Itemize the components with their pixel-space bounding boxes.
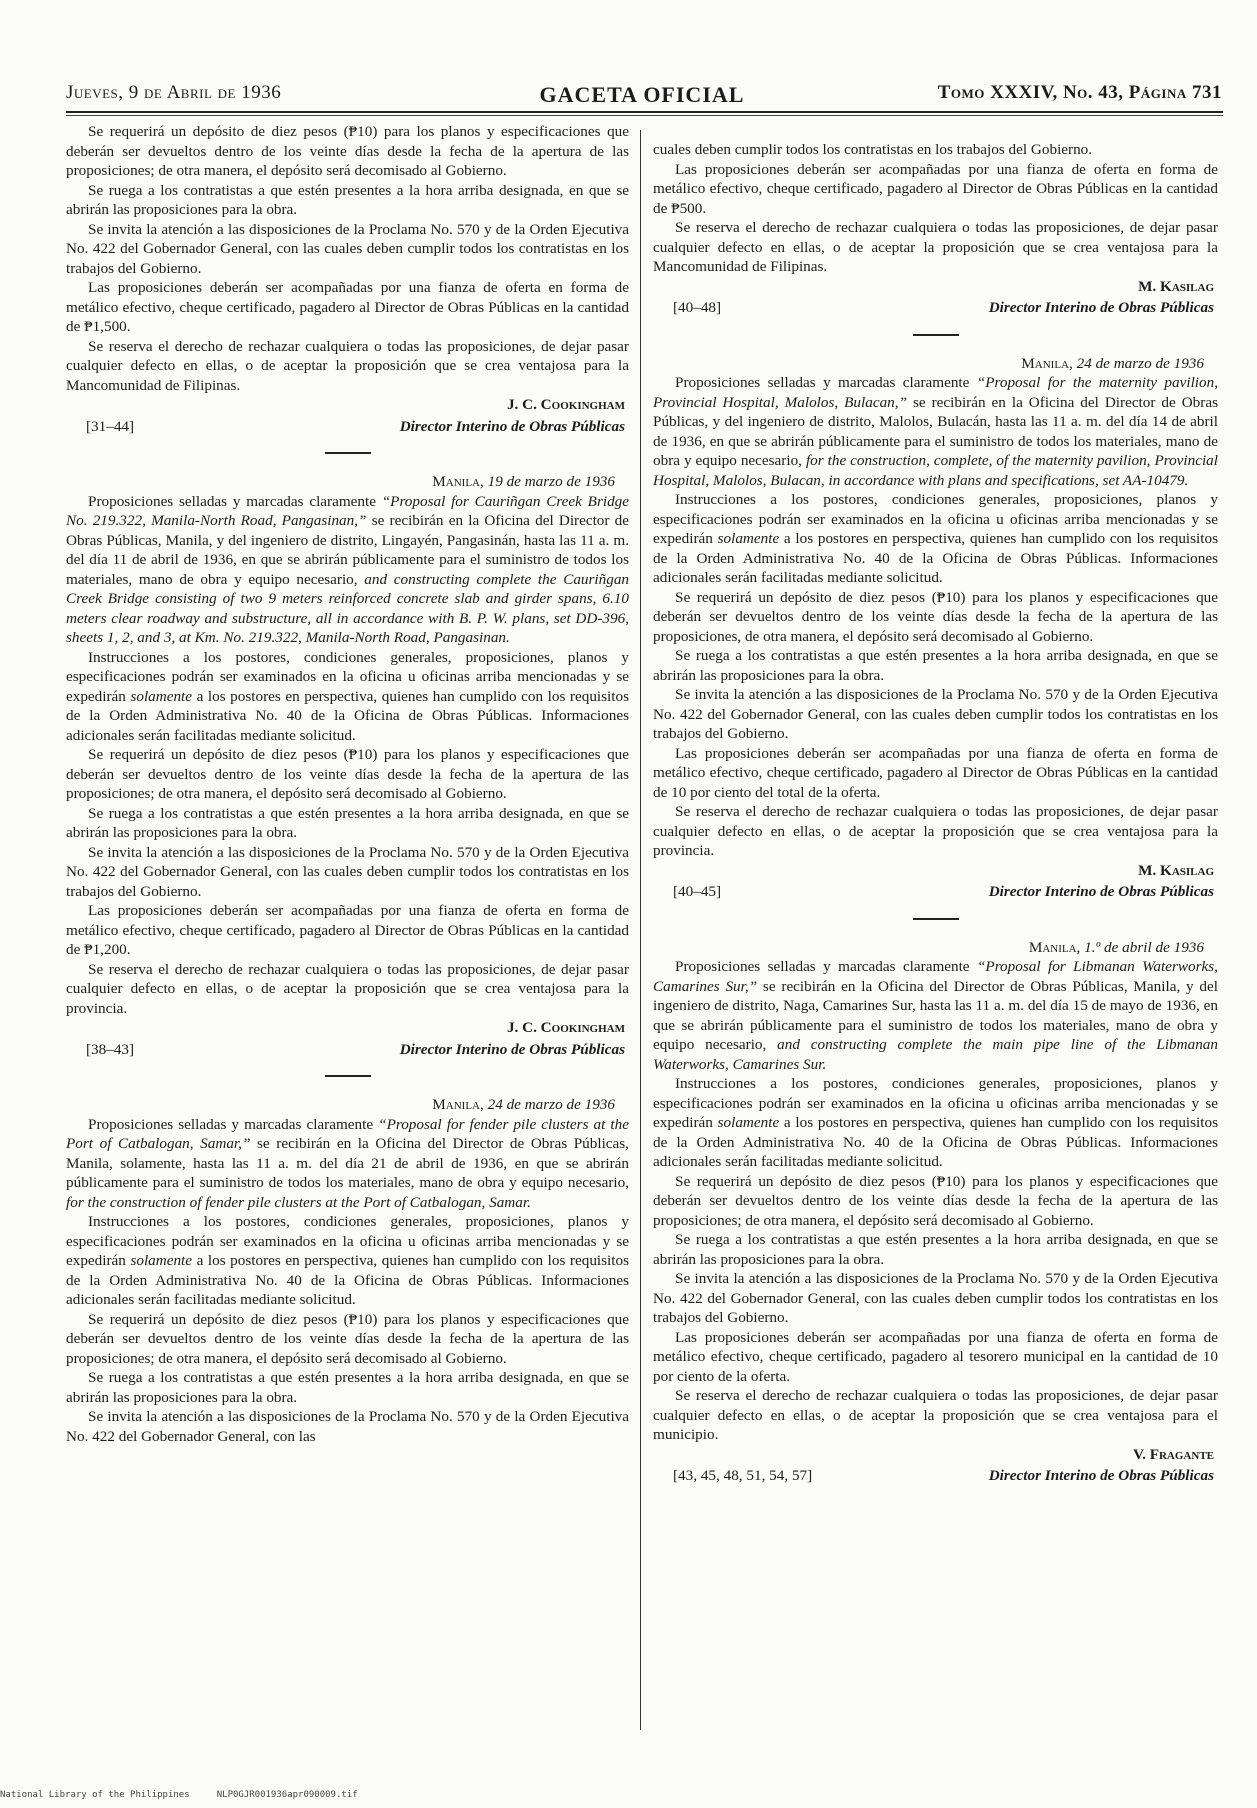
notice-dateline: Manila, 24 de marzo de 1936 — [1021, 354, 1204, 372]
notice-dateline: Manila, 19 de marzo de 1936 — [432, 473, 615, 490]
paragraph: Se reserva el derecho de rechazar cualquiera o todas las proposiciones, de dejar pasar cualquier defecto en ellas, o de aceptar la proposición que se crea ventajosa para la Mancomunidad de Filipinas. — [66, 337, 629, 394]
signature-line — [66, 417, 629, 437]
signatory-title: Director Interino de Obras Públicas — [988, 299, 1214, 316]
separator — [913, 918, 959, 920]
signatory-title: Director Interino de Obras Públicas — [988, 1467, 1214, 1484]
paragraph: Las proposiciones deberán ser acompañadas por una fianza de oferta en forma de metálico efectivo, cheque certificado, pagadero al Director de Obras Públicas en la cantidad de 10 por ciento del total de la oferta. — [653, 744, 1218, 801]
signatory-title: Director Interino de Obras Públicas — [399, 417, 625, 435]
paragraph: Las proposiciones deberán ser acompañadas por una fianza de oferta en forma de metálico efectivo, cheque certificado, pagadero al Director de Obras Públicas en la cantidad de ₱1,500. — [66, 279, 629, 335]
right-column — [653, 140, 1218, 1486]
notice-intro: Proposiciones selladas y marcadas claramente “Proposal for Cauriñgan Creek Bridge No. 219.322, Manila-North Road, Pangasinan,” se recibirán en la Oficina del Director de Obras Públicas, Manila, y del ingeniero de distrito, Lingayén, Pangasinán, hasta las 11 a. m. del día 11 de abril de 1936, en que se abrirán públicamente para el suministro de todos los materiales, mano de obra y equipo necesario, and constructing complete the Cauriñgan Creek Bridge consisting of two 9 meters reinforced concrete slab and girder spans, 6.10 meters clear roadway and substructure, all in accordance with B. P. W. plans, set DD-396, sheets 1, 2, and 3, at Km. No. 219.322, Manila-North Road, Pangasinan. — [66, 492, 630, 646]
paragraph: Instrucciones a los postores, condiciones generales, proposiciones, planos y especificaciones podrán ser examinados en la oficina u oficinas arriba mencionadas y se expedirán solamente a los postores en perspectiva, quienes han cumplido con los requisitos de la Orden Administrativa No. 40 de la Oficina de Obras Públicas. Informaciones adicionales serán facilitadas mediante solicitud. — [66, 1213, 629, 1308]
publication-title: GACETA OFICIAL — [539, 82, 745, 107]
volume-page: Tomo XXXIV, No. 43, Página 731 — [937, 82, 1222, 103]
paragraph: Se invita la atención a las disposiciones de la Proclama No. 570 y de la Orden Ejecutiva No. 422 del Gobernador General, con las cuales deben cumplir todos los contratistas en los trabajos del Gobierno. — [66, 843, 629, 900]
paragraph: Se requerirá un depósito de diez pesos (₱10) para los planos y especificaciones que deberán ser devueltos dentro de los veinte días desde la fecha de la apertura de las proposiciones; de otra manera, el depósito será decomisado al Gobierno. — [66, 746, 629, 802]
signature-line — [653, 1466, 1218, 1486]
notice-intro: Proposiciones selladas y marcadas claramente “Proposal for Libmanan Waterworks, Camarines Sur,” se recibirán en la Oficina del Director de Obras Públicas, Manila, y del ingeniero de distrito, Naga, Camarines Sur, hasta las 11 a. m. del día 15 de mayo de 1936, en que se abrirán públicamente para el suministro de todos los materiales, mano de obra y equipo necesario, and constructing complete the main pipe line of the Libmanan Waterworks, Camarines Sur. — [653, 958, 1218, 1073]
paragraph: Se invita la atención a las disposiciones de la Proclama No. 570 y de la Orden Ejecutiva No. 422 del Gobernador General, con las cuales deben cumplir todos los contratistas en los trabajos del Gobierno. — [66, 220, 629, 277]
paragraph: Se requerirá un depósito de diez pesos (₱10) para los planos y especificaciones que deberán ser devueltos dentro de los veinte días desde la fecha de la apertura de las proposiciones; de otra manera, el depósito será decomisado al Gobierno. — [653, 1172, 1218, 1229]
paragraph: Se requerirá un depósito de diez pesos (₱10) para los planos y especificaciones que deberán ser devueltos dentro de los veinte días desde la fecha de la apertura de las proposiciones; de otra manera, el depósito será decomisado al Gobierno. — [66, 123, 629, 179]
notice-code: [40–45] — [673, 883, 722, 900]
separator — [325, 1075, 371, 1077]
paragraph: Se reserva el derecho de rechazar cualquiera o todas las proposiciones, de dejar pasar cualquier defecto en ellas, o de aceptar la proposición que se crea ventajosa para la provincia. — [66, 960, 629, 1017]
column-divider — [640, 130, 641, 1730]
scan-footer — [0, 1790, 358, 1800]
signature-line — [653, 298, 1218, 318]
notice-dateline: Manila, 24 de marzo de 1936 — [432, 1096, 615, 1113]
paragraph: Se requerirá un depósito de diez pesos (₱10) para los planos y especificaciones que deberán ser devueltos dentro de los veinte días desde la fecha de la apertura de las proposiciones, de otra manera, el depósito será decomisado al Gobierno. — [653, 588, 1218, 645]
paragraph: Se invita la atención a las disposiciones de la Proclama No. 570 y de la Orden Ejecutiva No. 422 del Gobernador General, con las — [66, 1408, 629, 1445]
footer-file: NLP0GJR001936apr090009.tif — [216, 1790, 358, 1800]
signatory-name: M. Kasilag — [1138, 861, 1214, 879]
signatory-name: J. C. Cookingham — [506, 1019, 625, 1036]
paragraph: Las proposiciones deberán ser acompañadas por una fianza de oferta en forma de metálico efectivo, cheque certificado, pagadero al Director de Obras Públicas en la cantidad de ₱1,200. — [66, 902, 629, 958]
separator — [913, 334, 959, 336]
signatory-title: Director Interino de Obras Públicas — [988, 883, 1214, 900]
signatory-name: J. C. Cookingham — [506, 396, 625, 413]
notice-intro: Proposiciones selladas y marcadas claramente “Proposal for fender pile clusters at the Port of Catbalogan, Samar,” se recibirán en la Oficina del Director de Obras Públicas, Manila, solamente, hasta las 11 a. m. del día 21 de abril de 1936, en que se abrirán públicamente para el suministro de todos los materiales, mano de obra y equipo necesario, for the construction of fender pile clusters at the Port of Catbalogan, Samar. — [66, 1115, 629, 1211]
paragraph: Se requerirá un depósito de diez pesos (₱10) para los planos y especificaciones que deberán ser devueltos dentro de los veinte días desde la fecha de la apertura de las proposiciones; de otra manera, el depósito será decomisado al Gobierno. — [66, 1310, 629, 1367]
header-rule-thin — [66, 115, 1223, 116]
left-column — [66, 122, 629, 1446]
page-header — [62, 82, 1222, 110]
paragraph: Instrucciones a los postores, condiciones generales, proposiciones, planos y especificaciones podrán ser examinados en la oficina u oficinas arriba mencionadas y se expedirán solamente a los postores en perspectiva, quienes han cumplido con los requisitos de la Orden Administrativa No. 40 de la Oficina de Obras Públicas. Informaciones adicionales serán facilitadas mediante solicitud. — [66, 648, 629, 744]
paragraph: Se ruega a los contratistas a que estén presentes a la hora arriba designada, en que se abrirán las proposiciones para la obra. — [653, 1231, 1218, 1268]
paragraph: Se reserva el derecho de rechazar cualquiera o todas las proposiciones, de dejar pasar cualquier defecto en ellas, o de aceptar la proposición que se crea ventajosa para la provincia. — [653, 803, 1218, 859]
paragraph: Se ruega a los contratistas a que estén presentes a la hora arriba designada, en que se abrirán las proposiciones para la obra. — [66, 181, 629, 218]
notice-code: [40–48] — [673, 299, 722, 316]
notice-code: [43, 45, 48, 51, 54, 57] — [673, 1467, 813, 1484]
paragraph: Se invita la atención a las disposiciones de la Proclama No. 570 y de la Orden Ejecutiva No. 422 del Gobernador General, con las cuales deben cumplir todos los contratistas en los trabajos del Gobierno. — [653, 686, 1218, 742]
signatory-title: Director Interino de Obras Públicas — [399, 1040, 625, 1058]
signature-line — [66, 1040, 629, 1060]
notice-dateline: Manila, 1.º de abril de 1936 — [1028, 938, 1204, 956]
paragraph: Se reserva el derecho de rechazar cualquiera o todas las proposiciones, de dejar pasar cualquier defecto en ellas, o de aceptar la proposición que se crea ventajosa para la Mancomunidad de Filipinas. — [653, 219, 1218, 275]
paragraph: Las proposiciones deberán ser acompañadas por una fianza de oferta en forma de metálico efectivo, cheque certificado, pagadero al Director de Obras Públicas en la cantidad de ₱500. — [653, 160, 1218, 217]
paragraph: Se ruega a los contratistas a que estén presentes a la hora arriba designada, en que se abrirán las proposiciones para la obra. — [66, 804, 629, 841]
paragraph: Se ruega a los contratistas a que estén presentes a la hora arriba designada, en que se abrirán las proposiciones para la obra. — [66, 1369, 629, 1406]
footer-source: National Library of the Philippines — [0, 1790, 190, 1800]
separator — [325, 452, 371, 454]
paragraph: Se invita la atención a las disposiciones de la Proclama No. 570 y de la Orden Ejecutiva No. 422 del Gobernador General, con las cuales deben cumplir todos los contratistas en los trabajos del Gobierno. — [653, 1270, 1218, 1326]
notice-intro: Proposiciones selladas y marcadas claramente “Proposal for the maternity pavilion, Provincial Hospital, Malolos, Bulacan,” se recibirán en la Oficina del Director de Obras Públicas, y del ingeniero de distrito, Malolos, Bulacán, hasta las 11 a. m. del día 14 de abril de 1936, en que se abrirán públicamente para el suministro de todos los materiales, mano de obra y equipo necesario, for the construction, complete, of the maternity pavilion, Provincial Hospital, Malolos, Bulacan, in accordance with plans and specifications, set AA-10479. — [653, 374, 1218, 489]
notice-code: [31–44] — [86, 417, 135, 435]
notice-code: [38–43] — [86, 1040, 135, 1058]
signature-line — [653, 882, 1218, 902]
signatory-name: M. Kasilag — [1138, 277, 1214, 295]
paragraph: Se ruega a los contratistas a que estén presentes a la hora arriba designada, en que se abrirán las proposiciones para la obra. — [653, 647, 1218, 684]
issue-date: Jueves, 9 de Abril de 1936 — [66, 82, 282, 103]
header-rule — [66, 111, 1223, 113]
signatory-name: V. Fragante — [1133, 1445, 1214, 1463]
paragraph: cuales deben cumplir todos los contratistas en los trabajos del Gobierno. — [653, 141, 1093, 158]
paragraph: Instrucciones a los postores, condiciones generales, proposiciones, planos y especificaciones podrán ser examinados en la oficina u oficinas arriba mencionadas y se expedirán solamente a los postores en perspectiva, quienes han cumplido con los requisitos de la Orden Administrativa No. 40 de la Oficina de Obras Públicas. Informaciones adicionales serán facilitadas mediante solicitud. — [653, 491, 1218, 586]
paragraph: Las proposiciones deberán ser acompañadas por una fianza de oferta en forma de metálico efectivo, cheque certificado, pagadero al tesorero municipal en la cantidad de 10 por ciento de la oferta. — [653, 1328, 1218, 1385]
paragraph: Instrucciones a los postores, condiciones generales, proposiciones, planos y especificaciones podrán ser examinados en la oficina u oficinas arriba mencionadas y se expedirán solamente a los postores en perspectiva, quienes han cumplido con los requisitos de la Orden Administrativa No. 40 de la Oficina de Obras Públicas. Informaciones adicionales serán facilitadas mediante solicitud. — [653, 1075, 1218, 1170]
paragraph: Se reserva el derecho de rechazar cualquiera o todas las proposiciones, de dejar pasar cualquier defecto en ellas, o de aceptar la proposición que se crea ventajosa para el municipio. — [653, 1387, 1218, 1443]
